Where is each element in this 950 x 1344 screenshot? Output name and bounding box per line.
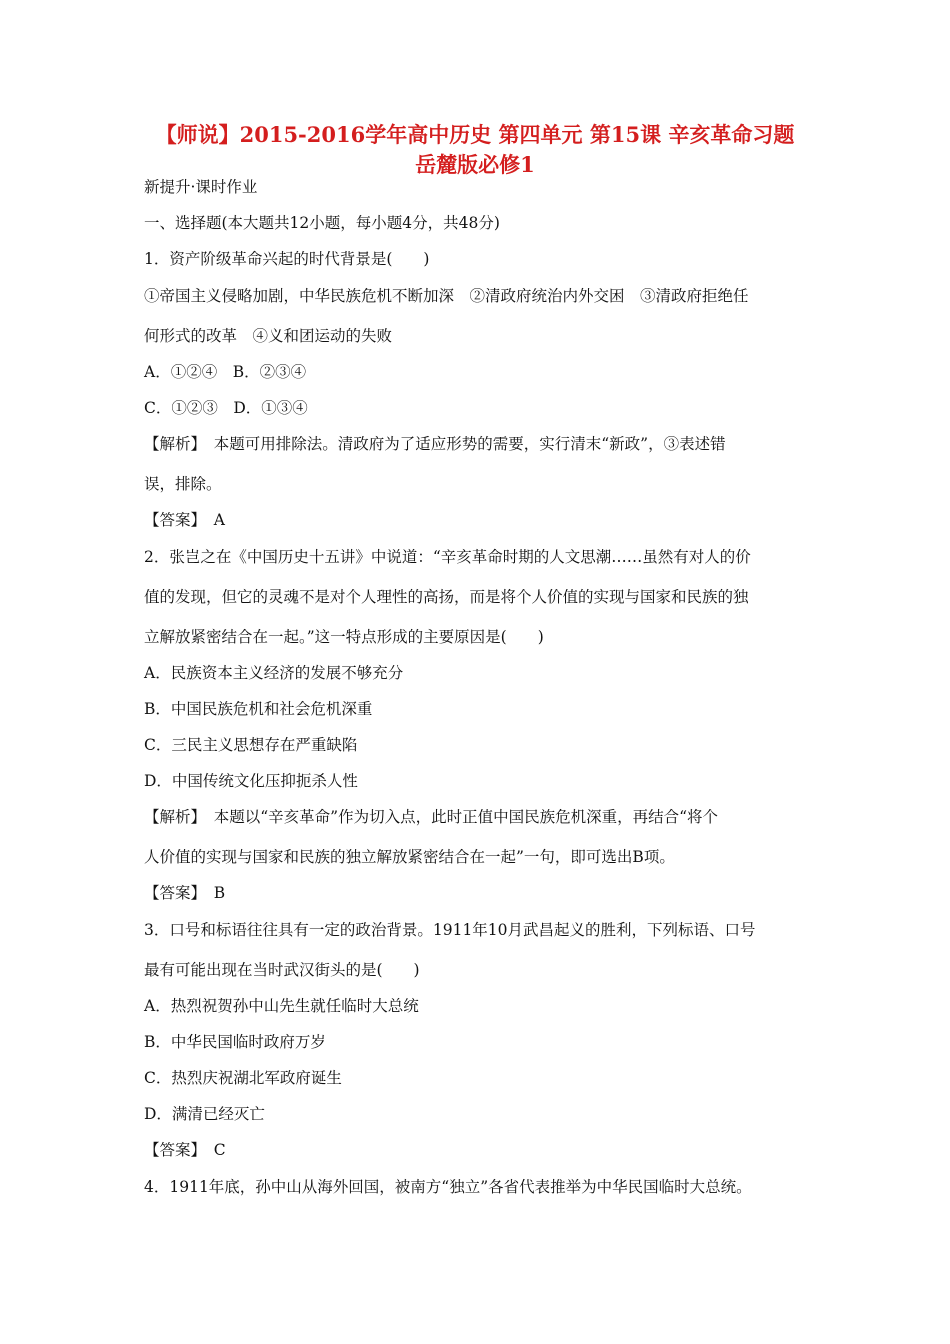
q2-stem-line-2: 值的发现，但它的灵魂不是对个人理性的高扬，而是将个人价值的实现与国家和民族的独: [144, 588, 749, 606]
q3-answer: 【答案】 C: [144, 1141, 226, 1159]
document-title-line-1: 【师说】2015-2016学年高中历史 第四单元 第15课 辛亥革命习题: [155, 122, 795, 147]
q1-options-cd: C．①②③ D．①③④: [144, 399, 308, 417]
q3-stem-line-1: 3．口号和标语往往具有一定的政治背景。1911年10月武昌起义的胜利，下列标语、口号: [144, 921, 756, 939]
q3-option-c: C．热烈庆祝湖北军政府诞生: [144, 1069, 342, 1087]
subheader: 新提升·课时作业: [144, 178, 258, 196]
q1-stem: 1．资产阶级革命兴起的时代背景是( ): [144, 250, 430, 268]
q1-items-line-2: 何形式的改革 ④义和团运动的失败: [144, 327, 393, 345]
q3-option-b: B．中华民国临时政府万岁: [144, 1033, 326, 1051]
q2-analysis-line-1: 【解析】 本题以“辛亥革命”作为切入点，此时正值中国民族危机深重，再结合“将个: [144, 808, 719, 826]
q3-stem-line-2: 最有可能出现在当时武汉街头的是( ): [144, 961, 420, 979]
q2-option-c: C．三民主义思想存在严重缺陷: [144, 736, 358, 754]
q2-option-b: B．中国民族危机和社会危机深重: [144, 700, 373, 718]
q1-answer: 【答案】 A: [144, 511, 225, 529]
q3-option-d: D．满清已经灭亡: [144, 1105, 265, 1123]
q3-option-a: A．热烈祝贺孙中山先生就任临时大总统: [144, 997, 419, 1015]
q1-items-line-1: ①帝国主义侵略加剧，中华民族危机不断加深 ②清政府统治内外交困 ③清政府拒绝任: [144, 287, 749, 305]
q1-analysis-line-2: 误，排除。: [144, 475, 222, 493]
q2-option-d: D．中国传统文化压抑扼杀人性: [144, 772, 358, 790]
q4-stem-line-1: 4．1911年底，孙中山从海外回国，被南方“独立”各省代表推举为中华民国临时大总统。: [144, 1178, 752, 1196]
q2-analysis-line-2: 人价值的实现与国家和民族的独立解放紧密结合在一起”一句，即可选出B项。: [144, 848, 675, 866]
section-heading: 一、选择题(本大题共12小题，每小题4分，共48分): [144, 214, 500, 232]
document-title-line-2: 岳麓版必修1: [415, 152, 535, 177]
q2-option-a: A．民族资本主义经济的发展不够充分: [144, 664, 404, 682]
q2-answer: 【答案】 B: [144, 884, 226, 902]
q2-stem-line-3: 立解放紧密结合在一起。”这一特点形成的主要原因是( ): [144, 628, 544, 646]
q1-analysis-line-1: 【解析】 本题可用排除法。清政府为了适应形势的需要，实行清末“新政”，③表述错: [144, 435, 726, 453]
q2-stem-line-1: 2．张岂之在《中国历史十五讲》中说道：“辛亥革命时期的人文思潮……虽然有对人的价: [144, 548, 751, 566]
q1-options-ab: A．①②④ B．②③④: [144, 363, 307, 381]
